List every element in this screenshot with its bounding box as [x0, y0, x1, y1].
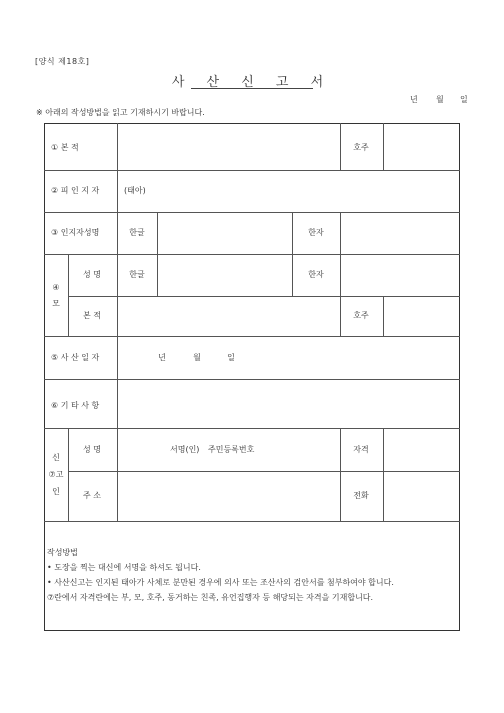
title-underline	[191, 88, 313, 89]
column-divider	[340, 212, 341, 296]
instructions-heading: 작성방법	[47, 548, 78, 557]
date-year: 년	[410, 95, 418, 104]
column-divider	[383, 123, 384, 170]
row-divider	[44, 170, 460, 171]
mother-label: 모	[52, 299, 60, 308]
column-divider	[157, 212, 158, 296]
instruction-item: ⑦란에서 자격란에는 부, 모, 호주, 동거하는 친족, 유언집행자 등 해당되는 자격을 기재합니다.	[47, 593, 374, 602]
stillbirth-year: 년	[158, 353, 166, 362]
reporter-char-2: ⑦고	[48, 470, 64, 479]
column-divider	[340, 428, 341, 521]
row-divider	[44, 428, 460, 429]
instruction-item: • 도장을 찍는 대신에 서명을 하셔도 됩니다.	[47, 563, 201, 572]
fetus-value: (태아)	[124, 186, 146, 195]
mother-head-label: 호주	[353, 311, 369, 320]
hanja-label: 한자	[308, 228, 324, 237]
date-day: 일	[460, 95, 468, 104]
reporter-name-label: 성 명	[83, 445, 101, 454]
reporter-char-1: 신	[52, 453, 60, 462]
address-label: 주 소	[83, 491, 101, 500]
reporter-char-3: 인	[52, 487, 60, 496]
instructions-section	[47, 545, 394, 605]
row-divider	[68, 296, 460, 297]
column-divider	[68, 254, 69, 336]
stillbirth-date-label: ⑤ 사 산 일 자	[51, 353, 100, 362]
row-divider	[68, 471, 460, 472]
qualification-label: 자격	[353, 445, 369, 454]
mother-number: ④	[52, 283, 60, 292]
row-divider	[44, 254, 460, 255]
date-month: 월	[436, 95, 444, 104]
instruction-item: • 사산신고는 인지된 태아가 사체로 분만된 경우에 의사 또는 조산사의 검안서를 첨부하여야 합니다.	[47, 578, 394, 587]
hangul-label: 한글	[129, 228, 145, 237]
acknowledger-name-label: ③ 인지자성명	[51, 228, 100, 237]
instruction-text: ※ 아래의 작성방법을 읽고 기재하시기 바랍니다.	[36, 108, 205, 117]
fetus-label: ② 피 인 지 자	[51, 186, 100, 195]
stillbirth-month: 월	[193, 353, 201, 362]
mother-domicile-label: 본 적	[83, 311, 101, 320]
column-divider	[117, 123, 118, 521]
mother-hangul-label: 한글	[129, 270, 145, 279]
column-divider	[383, 296, 384, 336]
mother-hanja-label: 한자	[308, 270, 324, 279]
column-divider	[68, 428, 69, 521]
row-divider	[44, 336, 460, 337]
mother-name-label: 성 명	[83, 270, 101, 279]
resident-number-label: 주민등록번호	[208, 445, 255, 454]
form-number: [양식 제18호]	[35, 57, 90, 66]
column-divider	[383, 428, 384, 521]
row-divider	[44, 212, 460, 213]
row-divider	[44, 521, 460, 522]
column-divider	[340, 123, 341, 170]
row-divider	[44, 379, 460, 380]
stillbirth-day: 일	[227, 353, 235, 362]
signature-label: 서명(인)	[170, 445, 200, 454]
domicile-label: ① 본 적	[51, 143, 79, 152]
column-divider	[292, 212, 293, 296]
column-divider	[340, 296, 341, 336]
head-of-family-label: 호주	[353, 143, 369, 152]
phone-label: 전화	[353, 491, 369, 500]
page-title: 사 산 신 고 서	[171, 75, 333, 90]
other-label: ⑥ 기 타 사 항	[51, 401, 100, 410]
